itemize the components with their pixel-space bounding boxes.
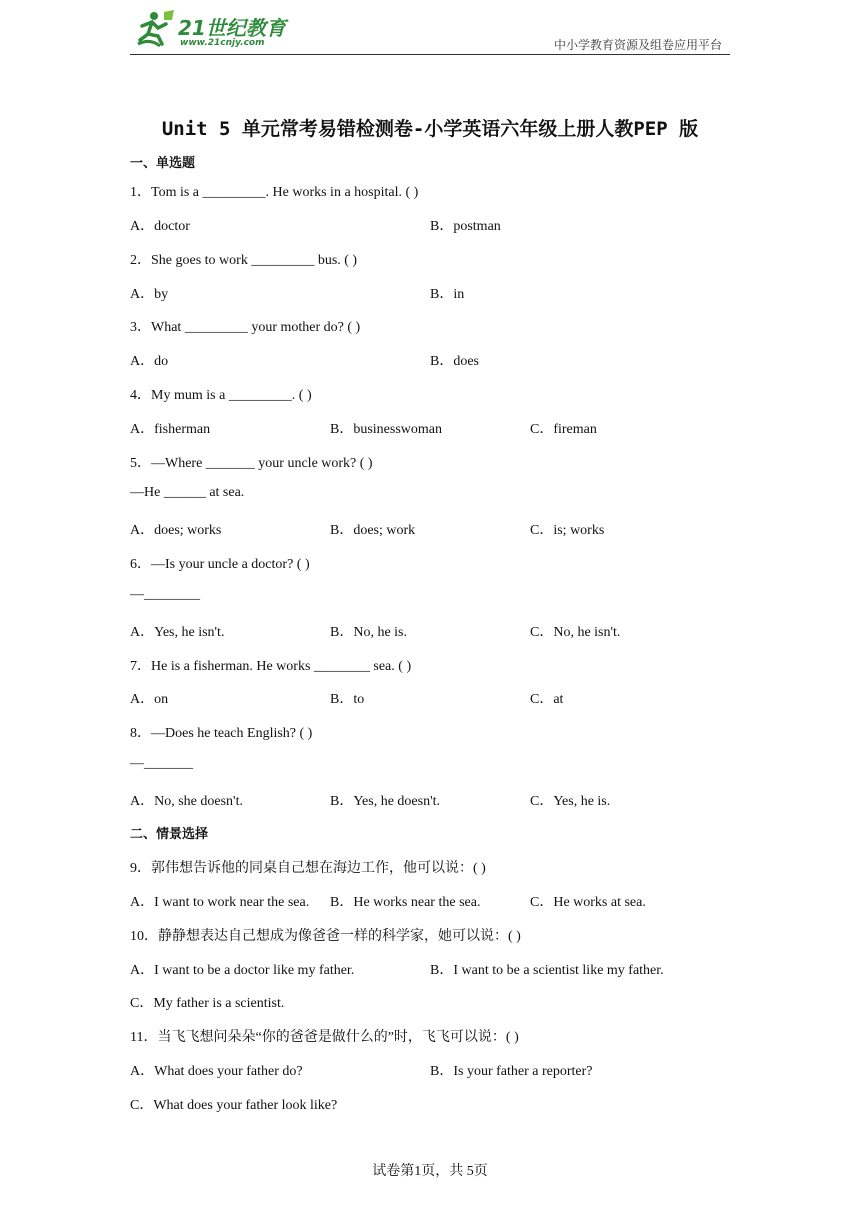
question-sub: —_______ [130, 756, 193, 771]
logo-text: 21世纪教育 [178, 16, 286, 40]
question-stem: 6．—Is your uncle a doctor? ( ) [130, 557, 310, 572]
question-stem: 9．郭伟想告诉他的同桌自己想在海边工作，他可以说：( ) [130, 861, 486, 876]
option[interactable]: C．fireman [530, 422, 597, 437]
option[interactable]: A．by [130, 287, 169, 302]
option[interactable]: A．fisherman [130, 422, 211, 437]
option[interactable]: B．to [330, 692, 365, 707]
option[interactable]: A．does; works [130, 523, 222, 538]
option[interactable]: A．I want to be a doctor like my father. [130, 963, 355, 978]
option[interactable]: A．Yes, he isn't. [130, 625, 225, 640]
question-stem: 10．静静想表达自己想成为像爸爸一样的科学家，她可以说：( ) [130, 929, 521, 944]
option[interactable]: C．He works at sea. [530, 895, 646, 910]
question-stem: 3．What _________ your mother do? ( ) [130, 320, 361, 335]
section-heading: 二、情景选择 [130, 827, 209, 842]
question-stem: 4．My mum is a _________. ( ) [130, 388, 312, 403]
option[interactable]: C．My father is a scientist. [130, 996, 285, 1011]
page-header [130, 6, 730, 55]
page-footer: 试卷第1页，共 5页 [372, 1164, 488, 1179]
option[interactable]: B．No, he is. [330, 625, 407, 640]
option[interactable]: C．What does your father look like? [130, 1098, 338, 1113]
option[interactable]: B．postman [430, 219, 501, 234]
question-stem: 5．—Where _______ your uncle work? ( ) [130, 456, 373, 471]
option[interactable]: A．do [130, 354, 169, 369]
runner-logo-icon [130, 8, 176, 50]
question-sub: —________ [130, 587, 200, 602]
option[interactable]: B．businesswoman [330, 422, 442, 437]
option[interactable]: B．does [430, 354, 479, 369]
option[interactable]: C．is; works [530, 523, 605, 538]
option[interactable]: B．He works near the sea. [330, 895, 481, 910]
option[interactable]: C．at [530, 692, 564, 707]
logo [130, 8, 330, 52]
logo-url: www.21cnjy.com [180, 38, 265, 48]
option[interactable]: A．What does your father do? [130, 1064, 303, 1079]
question-stem: 11．当飞飞想问朵朵“你的爸爸是做什么的”时，飞飞可以说：( ) [130, 1030, 519, 1045]
question-stem: 2．She goes to work _________ bus. ( ) [130, 253, 358, 268]
option[interactable]: A．doctor [130, 219, 190, 234]
platform-name: 中小学教育资源及组卷应用平台 [553, 38, 722, 52]
option[interactable]: A．on [130, 692, 169, 707]
question-stem: 1．Tom is a _________. He works in a hospital. ( ) [130, 185, 419, 200]
option[interactable]: C．Yes, he is. [530, 794, 611, 809]
question-stem: 7．He is a fisherman. He works ________ sea. ( ) [130, 659, 412, 674]
question-sub: —He ______ at sea. [130, 485, 245, 500]
option[interactable]: B．Yes, he doesn't. [330, 794, 440, 809]
section-heading: 一、单选题 [130, 156, 196, 171]
option[interactable]: B．in [430, 287, 465, 302]
option[interactable]: C．No, he isn't. [530, 625, 621, 640]
option[interactable]: B．I want to be a scientist like my father. [430, 963, 664, 978]
question-stem: 8．—Does he teach English? ( ) [130, 726, 313, 741]
option[interactable]: B．Is your father a reporter? [430, 1064, 593, 1079]
option[interactable]: A．No, she doesn't. [130, 794, 243, 809]
option[interactable]: A．I want to work near the sea. [130, 895, 310, 910]
option[interactable]: B．does; work [330, 523, 416, 538]
exam-title: Unit 5 单元常考易错检测卷-小学英语六年级上册人教PEP 版 [161, 118, 699, 140]
